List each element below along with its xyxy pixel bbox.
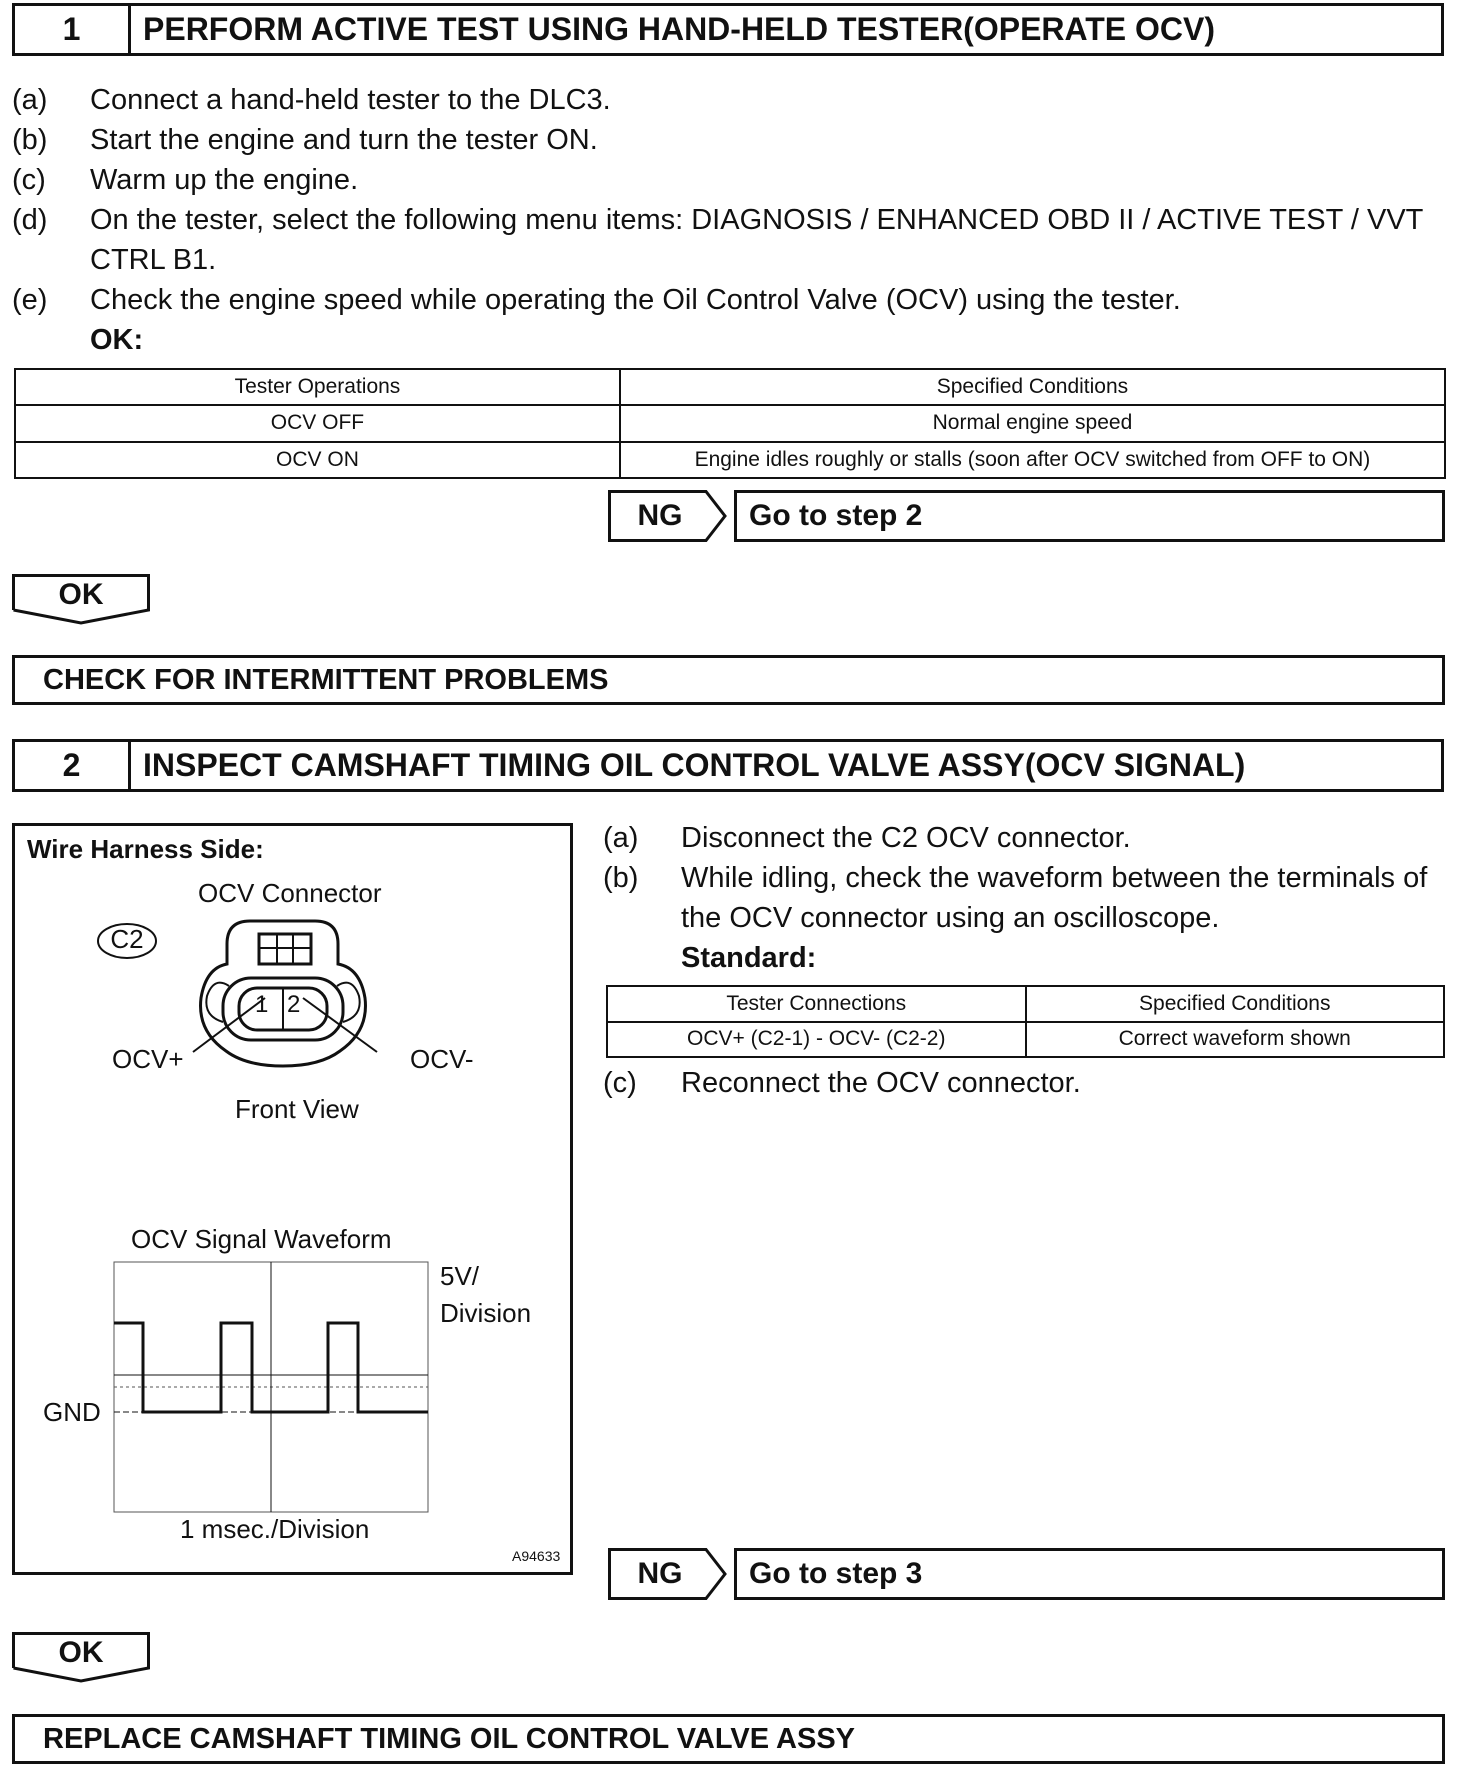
substep-label: (a): [12, 84, 48, 116]
volts-per-division-1: 5V/: [440, 1261, 480, 1291]
ok-label: OK: [58, 1636, 104, 1669]
step-title: INSPECT CAMSHAFT TIMING OIL CONTROL VALVE ASSY(OCV SIGNAL): [143, 747, 1246, 783]
table-header-cell: Tester Operations: [15, 369, 620, 405]
substep-text: Reconnect the OCV connector.: [681, 1067, 1081, 1099]
pin-1-label: 1: [255, 991, 269, 1018]
table-cell: Normal engine speed: [620, 405, 1445, 441]
step-1-substeps: [12, 80, 1452, 360]
substep-label: (c): [12, 164, 46, 196]
substep-text: Start the engine and turn the tester ON.: [90, 124, 598, 156]
step-1-header: [12, 3, 1444, 56]
result-box: CHECK FOR INTERMITTENT PROBLEMS: [12, 655, 1445, 705]
table-header-row: [607, 986, 1444, 1022]
goto-step-2-link[interactable]: Go to step 2: [734, 490, 1445, 542]
table-cell: OCV ON: [15, 442, 620, 478]
substep: [12, 120, 1452, 160]
waveform-graph: [15, 826, 570, 1566]
front-view-label: Front View: [235, 1094, 359, 1124]
substep-text: On the tester, select the following menu items: DIAGNOSIS / ENHANCED OBD II / ACTIVE TEST / VVT CTRL B1.: [90, 204, 1423, 276]
substep: [603, 818, 1443, 858]
step-1-table: [14, 368, 1446, 479]
table-row: [15, 442, 1445, 478]
substep: [603, 858, 1443, 938]
ok-arrow-badge: [12, 1632, 150, 1684]
substep-text: Disconnect the C2 OCV connector.: [681, 822, 1131, 854]
figure-id: A94633: [512, 1548, 561, 1564]
volts-per-division-2: Division: [440, 1298, 532, 1328]
table-cell: Engine idles roughly or stalls (soon after OCV switched from OFF to ON): [620, 442, 1445, 478]
substep-label: (b): [603, 862, 639, 894]
result-box: REPLACE CAMSHAFT TIMING OIL CONTROL VALVE ASSY: [12, 1714, 1445, 1764]
substep-text: While idling, check the waveform between the terminals of the OCV connector using an oscilloscope.: [681, 862, 1428, 934]
gnd-label: GND: [43, 1397, 101, 1427]
substep-text: Connect a hand-held tester to the DLC3.: [90, 84, 611, 116]
substep-label: (c): [603, 1067, 637, 1099]
substep: [12, 200, 1452, 280]
table-header-cell: Tester Connections: [607, 986, 1026, 1022]
goto-step-3-link[interactable]: Go to step 3: [734, 1548, 1445, 1600]
ng-label: NG: [637, 1557, 683, 1590]
ok-label: OK: [58, 578, 104, 611]
substep: [603, 1063, 1443, 1103]
ng-label: NG: [637, 499, 683, 532]
ng-badge: [608, 1548, 728, 1600]
substep-label: (e): [12, 284, 48, 316]
table-row: [607, 1022, 1444, 1058]
standard-heading: Standard:: [681, 942, 817, 974]
ok-heading: OK:: [90, 324, 144, 356]
table-header-cell: Specified Conditions: [620, 369, 1445, 405]
ocv-minus-label: OCV-: [410, 1044, 474, 1074]
table-cell: OCV+ (C2-1) - OCV- (C2-2): [607, 1022, 1026, 1058]
step-number: 1: [15, 6, 131, 53]
substep-text: Warm up the engine.: [90, 164, 359, 196]
table-cell: Correct waveform shown: [1026, 1022, 1445, 1058]
connector-code: C2: [110, 924, 144, 954]
figure-heading: Wire Harness Side:: [27, 834, 264, 864]
ok-heading-row: [12, 320, 1452, 360]
time-per-division: 1 msec./Division: [180, 1514, 370, 1544]
connector-title: OCV Connector: [198, 878, 382, 908]
pin-2-label: 2: [287, 991, 301, 1018]
substep-text: Check the engine speed while operating the Oil Control Valve (OCV) using the tester.: [90, 284, 1181, 316]
step-number: 2: [15, 742, 131, 789]
table-row: [15, 405, 1445, 441]
step-title: PERFORM ACTIVE TEST USING HAND-HELD TESTER(OPERATE OCV): [143, 11, 1216, 47]
step-2-substeps: [603, 818, 1443, 978]
substep: [12, 280, 1452, 320]
standard-heading-row: [603, 938, 1443, 978]
step-2-table: [606, 985, 1445, 1058]
table-cell: OCV OFF: [15, 405, 620, 441]
ocv-plus-label: OCV+: [112, 1044, 184, 1074]
wiring-figure: [12, 823, 573, 1575]
table-header-cell: Specified Conditions: [1026, 986, 1445, 1022]
substep: [12, 160, 1452, 200]
substep-label: (b): [12, 124, 48, 156]
substep-label: (d): [12, 204, 48, 236]
waveform-title: OCV Signal Waveform: [131, 1224, 392, 1254]
table-header-row: [15, 369, 1445, 405]
substep-label: (a): [603, 822, 639, 854]
step-2-header: [12, 739, 1444, 792]
ng-badge: [608, 490, 728, 542]
substep: [12, 80, 1452, 120]
ok-arrow-badge: [12, 574, 150, 626]
